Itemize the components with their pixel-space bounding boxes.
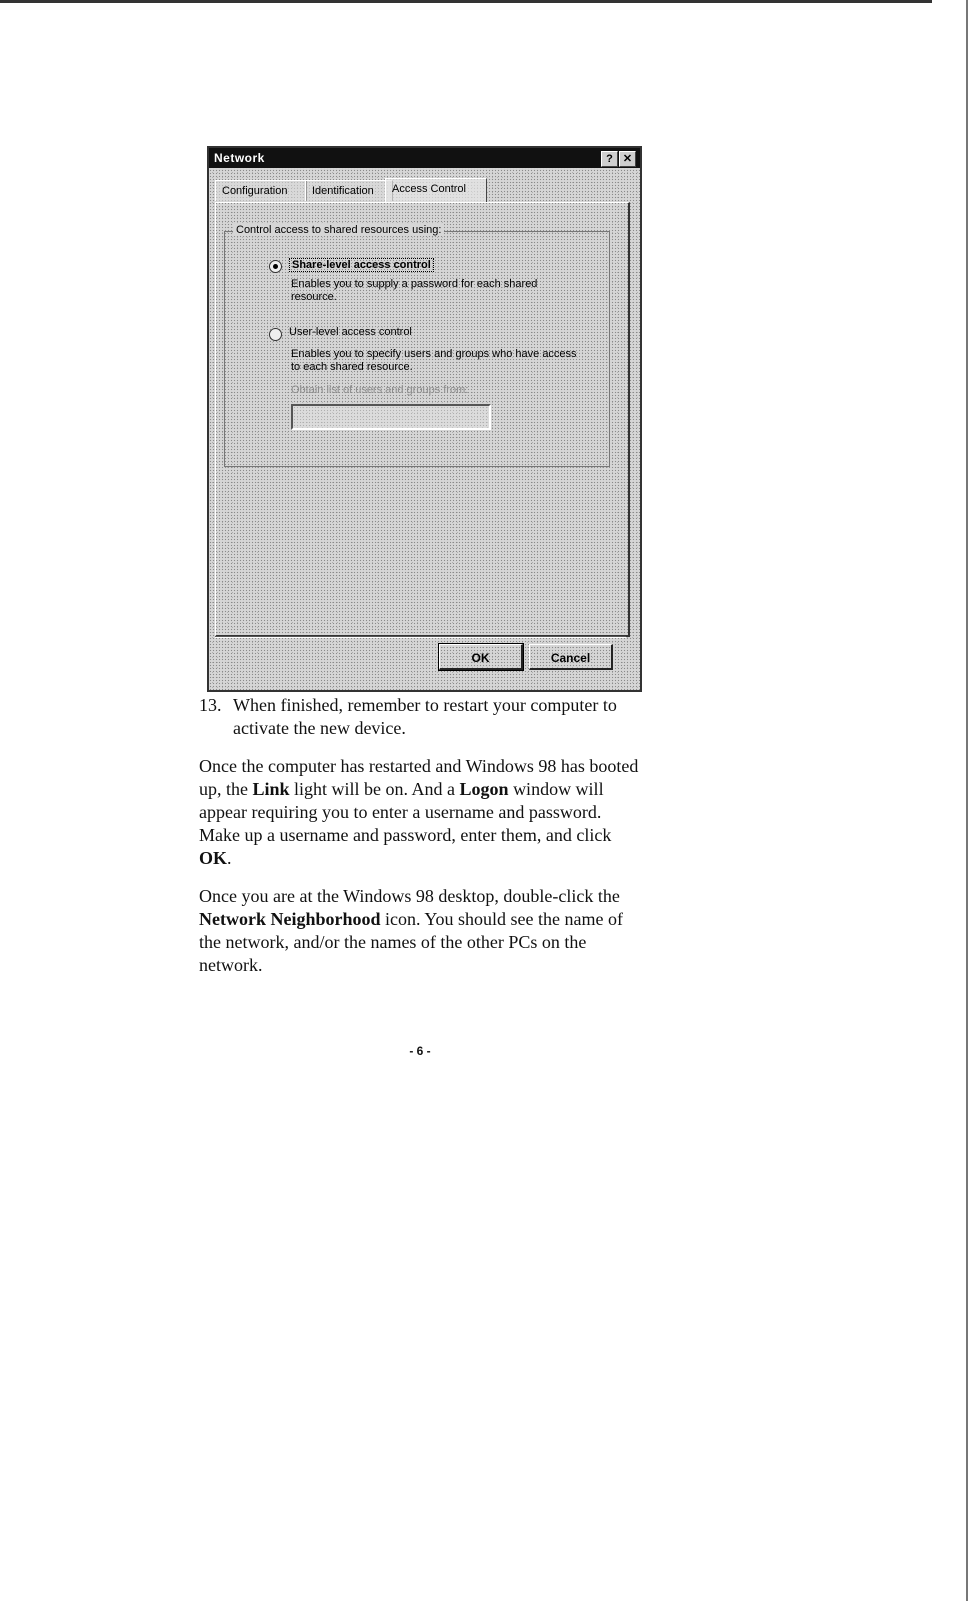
share-level-radio[interactable] [269,260,282,273]
step-text: When finished, remember to restart your computer to activate the new device. [233,695,617,738]
help-icon[interactable]: ? [601,151,618,167]
para2-text-2: icon. You should see the name of the network, and/or the names of the other PCs on the network. [199,909,623,975]
para2-text-1: Once you are at the Windows 98 desktop, double-click the [199,886,620,906]
access-control-group [224,224,610,467]
tab-panel [215,202,630,637]
network-dialog-screenshot [207,146,642,692]
tab-identification[interactable]: Identification [305,180,393,201]
user-level-radio[interactable] [269,328,282,341]
page-number: - 6 - [409,1044,431,1058]
button-separator [215,636,626,638]
logon-term: Logon [459,779,509,799]
top-rule [0,0,932,3]
para1-text-3: window will appear requiring you to enter a username and password. Make up a username and password, enter them, and click [199,779,612,845]
paragraph-desktop [199,885,644,977]
dialog-title: Network [214,151,265,165]
network-neighborhood-term: Network Neighborhood [199,909,381,929]
step-number: 13. [199,695,222,715]
dialog-titlebar [209,148,640,168]
ok-button[interactable]: OK [439,644,523,670]
ok-term: OK [199,848,228,868]
para1-text-4: . [227,848,232,868]
user-level-label[interactable]: User-level access control [289,326,412,338]
link-term: Link [252,779,290,799]
page-edge [966,0,968,1601]
obtain-list-label: Obtain list of users and groups from: [291,384,469,396]
paragraph-restart [199,755,644,870]
tab-configuration[interactable]: Configuration [215,180,307,201]
share-level-description: Enables you to supply a password for each shared resource. [291,278,538,303]
group-label: Control access to shared resources using: [233,224,444,236]
tab-access-control[interactable]: Access Control [385,178,487,203]
close-icon[interactable]: ✕ [619,151,636,167]
para1-text-2: light will be on. And a [289,779,460,799]
cancel-button[interactable]: Cancel [529,644,613,670]
para1-text-1: Once the computer has restarted and Windows 98 has booted up, the [199,756,639,799]
obtain-list-input[interactable] [291,404,491,430]
share-level-label[interactable]: Share-level access control [289,258,434,272]
user-level-description: Enables you to specify users and groups who have access to each shared resource. [291,348,577,373]
